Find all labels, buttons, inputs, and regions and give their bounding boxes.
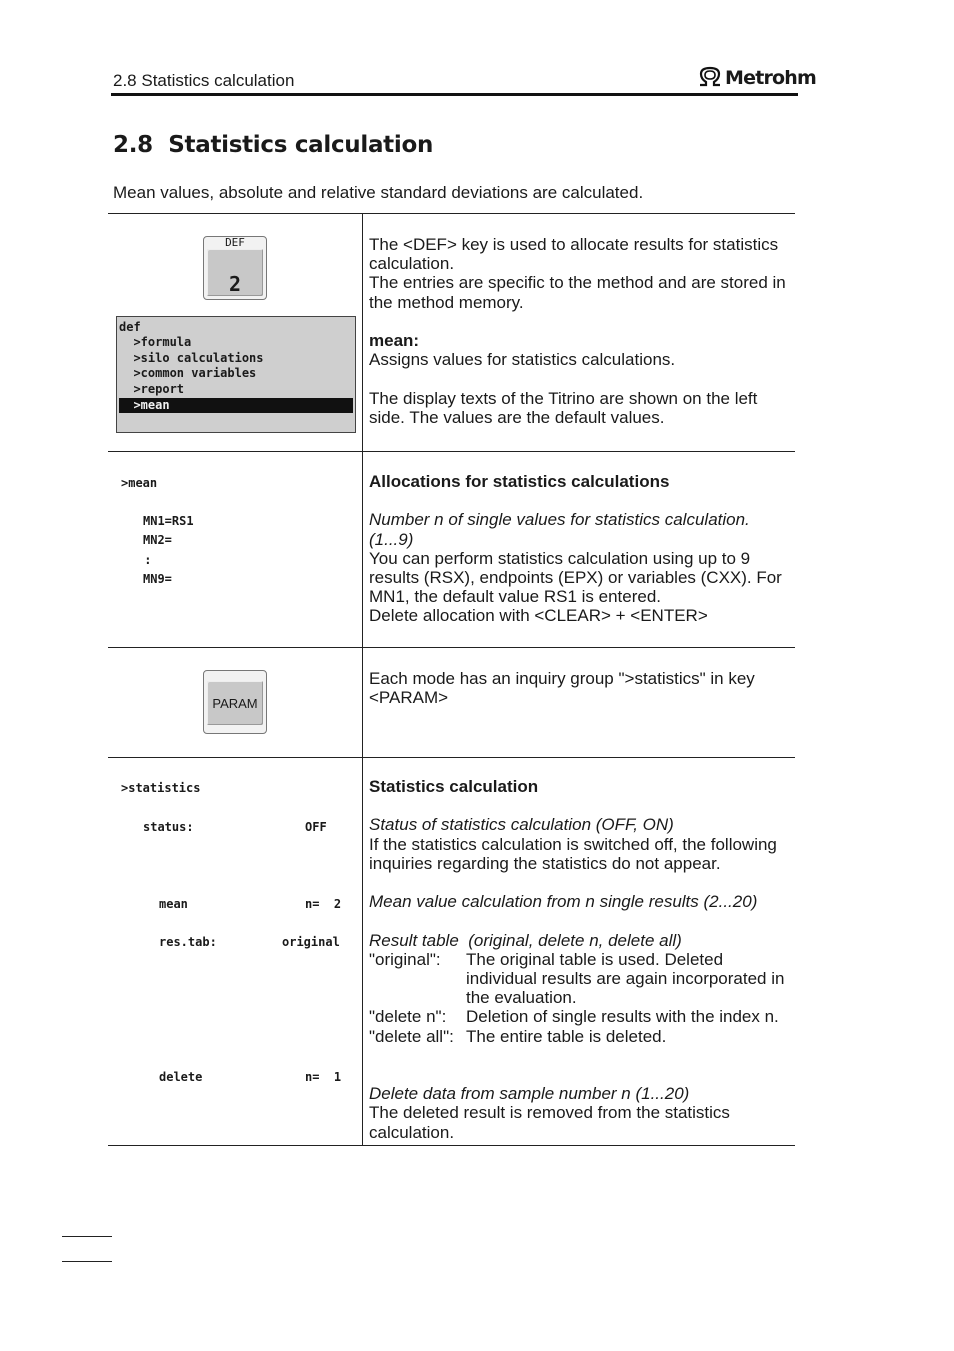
table-rule-top bbox=[108, 213, 795, 214]
footer-rule-2 bbox=[62, 1261, 112, 1262]
lcd-line: >report bbox=[119, 382, 185, 396]
key-digit: 2 bbox=[228, 272, 242, 296]
entries-text: The entries are specific to the method and are stored in the method memory. bbox=[369, 273, 786, 312]
lcd-line: >silo calculations bbox=[119, 351, 264, 365]
option-value: The original table is used. Deleted individual results are again incorporated in the evaluation. bbox=[466, 949, 785, 1008]
option-key: "delete n": bbox=[369, 1007, 447, 1027]
option-value: The entire table is deleted. bbox=[466, 1026, 667, 1046]
allocations-heading: Allocations for statistics calculations bbox=[369, 472, 670, 491]
header-rule bbox=[111, 93, 798, 96]
option-key: "delete all": bbox=[369, 1026, 454, 1046]
table-column-divider bbox=[362, 213, 363, 1145]
delete-italic: Delete data from sample number n (1...20) bbox=[369, 1084, 690, 1104]
footer-rule-1 bbox=[62, 1236, 112, 1237]
lcd-selected-line: >mean bbox=[119, 398, 353, 413]
status-value: OFF bbox=[305, 820, 327, 834]
block3-description bbox=[369, 669, 794, 707]
table-rule-3 bbox=[108, 757, 795, 758]
restab-label: res.tab: bbox=[159, 935, 217, 949]
logo-wordmark: Metrohm bbox=[725, 67, 817, 89]
option-delete-all bbox=[369, 1027, 794, 1046]
restab-italic-a: Result table bbox=[369, 930, 459, 950]
def-key-label: DEF bbox=[225, 236, 245, 249]
running-header-title: 2.8 Statistics calculation bbox=[113, 71, 295, 90]
statistics-heading: Statistics calculation bbox=[369, 777, 539, 796]
param-key[interactable] bbox=[203, 670, 267, 734]
option-key: "original": bbox=[369, 949, 441, 969]
option-original bbox=[369, 950, 794, 1008]
page-title: 2.8 Statistics calculation bbox=[113, 132, 434, 158]
delete-allocation-text: Delete allocation with <CLEAR> + <ENTER> bbox=[369, 606, 708, 626]
block1-description bbox=[369, 235, 794, 427]
block2-description bbox=[369, 472, 794, 626]
lcd-line: >formula bbox=[119, 335, 192, 349]
def-key-text: The <DEF> key is used to allocate results for statistics calculation. bbox=[369, 235, 779, 274]
status-label: status: bbox=[143, 820, 194, 834]
mean-display-line: : bbox=[137, 553, 152, 567]
option-value: Deletion of single results with the index n. bbox=[466, 1007, 779, 1027]
lcd-line: def bbox=[119, 320, 141, 334]
def-key-2[interactable] bbox=[203, 236, 267, 300]
restab-italic bbox=[369, 931, 794, 950]
mean-display-line: MN9= bbox=[143, 572, 172, 586]
allocations-italic: Number n of single values for statistics calculation. (1...9) bbox=[369, 510, 750, 549]
restab-value: original bbox=[282, 935, 340, 949]
mean-value: n= 2 bbox=[305, 897, 342, 911]
metrohm-logo bbox=[697, 66, 816, 90]
mean-italic: Mean value calculation from n single results (2...20) bbox=[369, 892, 758, 912]
block4-description bbox=[369, 777, 794, 1142]
delete-label: delete bbox=[159, 1070, 203, 1084]
mean-text: Assigns values for statistics calculations. bbox=[369, 350, 676, 370]
display-note: The display texts of the Titrino are shown on the left side. The values are the default values. bbox=[369, 388, 758, 427]
delete-value: n= 1 bbox=[305, 1070, 342, 1084]
intro-text: Mean values, absolute and relative standard deviations are calculated. bbox=[113, 183, 644, 202]
status-text: If the statistics calculation is switched off, the following inquiries regarding the statistics do not appear. bbox=[369, 834, 777, 873]
lcd-line: >common variables bbox=[119, 366, 257, 380]
delete-text: The deleted result is removed from the statistics calculation. bbox=[369, 1103, 730, 1142]
mean-heading: mean: bbox=[369, 331, 420, 350]
omega-logo-icon bbox=[697, 65, 723, 92]
restab-italic-b: (original, delete n, delete all) bbox=[468, 930, 682, 950]
allocations-text: You can perform statistics calculation using up to 9 results (RSX), endpoints (EPX) or variables (CXX). For MN1, the default value RS1 is entered. bbox=[369, 548, 782, 607]
lcd-display-def bbox=[116, 316, 356, 433]
status-italic: Status of statistics calculation (OFF, ON) bbox=[369, 815, 674, 835]
table-rule-bottom bbox=[108, 1145, 795, 1146]
table-rule-2 bbox=[108, 647, 795, 648]
table-rule-1 bbox=[108, 451, 795, 452]
param-key-label: PARAM bbox=[212, 696, 258, 711]
statistics-display-title: >statistics bbox=[121, 781, 201, 795]
mean-display-line: MN2= bbox=[143, 533, 172, 547]
mean-display-title: >mean bbox=[121, 476, 158, 490]
mean-label: mean bbox=[159, 897, 188, 911]
mean-display-line: MN1=RS1 bbox=[143, 514, 194, 528]
option-delete-n bbox=[369, 1007, 794, 1026]
param-text: Each mode has an inquiry group ">statistics" in key <PARAM> bbox=[369, 669, 755, 708]
